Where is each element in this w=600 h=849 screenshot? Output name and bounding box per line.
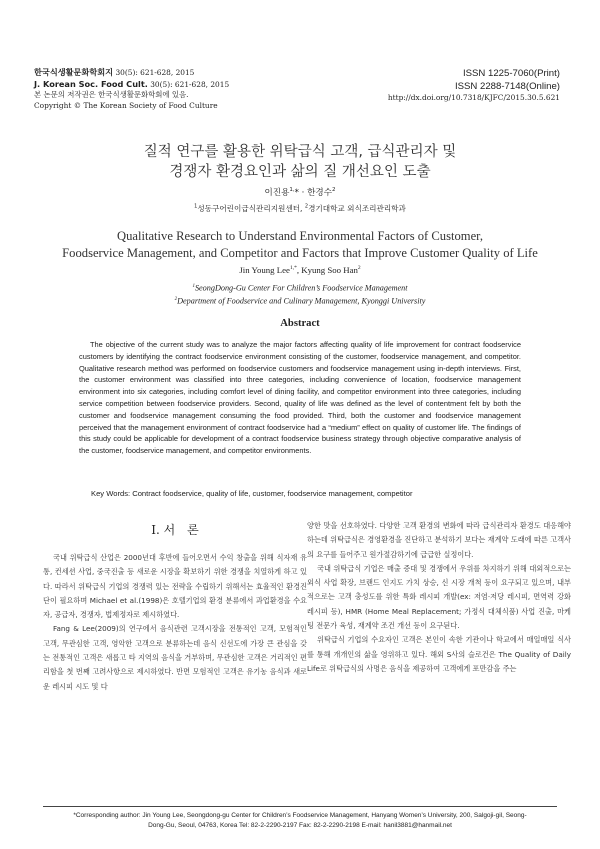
affiliations-ko bbox=[0, 203, 600, 214]
affil-ko-sup1: 1 bbox=[194, 203, 198, 210]
paragraph: 위탁급식 기업의 수요자인 고객은 본인이 속한 기관이나 학교에서 매일매일 식사를 통해 개개인의 삶을 영위하고 있다. 해외 S사의 슬로건은 The Quality of Daily Life로 위탁급식의 사명은 음식을 제공하여 고객에게 포만감을 주는 bbox=[307, 635, 571, 673]
title-en bbox=[0, 228, 600, 261]
affil-en-2: Department of Foodservice and Culinary Management, Kyonggi University bbox=[177, 296, 426, 306]
affiliations-en bbox=[0, 281, 600, 307]
affil-ko-sup2: 2 bbox=[304, 203, 309, 210]
journal-issue-en: 30(5): 621-628, 2015 bbox=[150, 79, 230, 89]
keywords-list: Contract foodservice, quality of life, customer, foodservice management, competitor bbox=[130, 489, 413, 498]
author-en-2: , Kyung Soo Han bbox=[296, 265, 358, 275]
copyright-en: Copyright © The Korean Society of Food Culture bbox=[34, 100, 218, 110]
affil-ko-2: 경기대학교 외식조리관리학과 bbox=[308, 204, 406, 213]
paragraph: Fang & Lee(2009)의 연구에서 음식관련 고객시장을 전통적인 고객, 모험적인 고객, 무관심한 고객, 영악한 고객으로 분류하는데 음식 신선도에 가장 큰 관심을 갖는 전통적인 고객은 새롭고 타 지역의 음식을 거부하며, 무관심한 고객은 거리적인 편리함을 첫 번째 고려사항으로 제시하였다. 반면 모험적인 고객은 유기농 음식과 새로운 레시피 시도 및 다 bbox=[43, 624, 307, 691]
title-ko-line1: 질적 연구를 활용한 위탁급식 고객, 급식관리자 및 bbox=[143, 144, 457, 160]
author-ko-2-sup: 2 bbox=[332, 187, 336, 194]
body-column-right bbox=[307, 519, 571, 676]
authors-en bbox=[0, 265, 600, 275]
paragraph: 양한 맛을 선호하였다. 다양한 고객 환경의 변화에 따라 급식관리자 환경도 대응해야 하는데 위탁급식은 경영환경을 진단하고 분석하기 보다는 재계약 도래에 따른 고객사의 요구를 들어주고 원가절감하기에 급급한 실정이다. bbox=[307, 521, 571, 559]
affil-en-sup1: 1 bbox=[192, 284, 195, 289]
footnote-line: *Corresponding author: Jin Young Lee, Seongdong-gu Center for Children’s Foodservice Management, Hanyang Women’s University, 200, Salgoji-gil, Seong- bbox=[73, 812, 527, 819]
journal-issue-ko: 30(5): 621-628, 2015 bbox=[115, 68, 195, 77]
keywords-label: Key Words: bbox=[91, 489, 131, 498]
copyright-ko: 본 논문의 저작권은 한국식생활문화학회에 있음. bbox=[34, 90, 189, 100]
affil-ko-1: 성동구어린이급식관리지원센터, bbox=[197, 204, 305, 213]
issn-print: ISSN 1225-7060(Print) bbox=[462, 68, 560, 79]
corresponding-author-footnote bbox=[43, 811, 557, 830]
title-ko-line2: 경쟁자 환경요인과 삶의 질 개선요인 도출 bbox=[169, 163, 431, 180]
author-en-1: Jin Young Lee bbox=[239, 265, 290, 275]
keywords bbox=[91, 489, 412, 498]
title-ko bbox=[0, 143, 600, 182]
authors-ko bbox=[0, 186, 600, 198]
abstract-body: The objective of the current study was to analyze the major factors affecting quality of life improvement for contract foodservice customers by identifying the contract foodservice environment consisting of the customer, foodservice management, and competitor. Qualitative research method was performed on foodservice customers and foodservice management using in-depth interviews. First, the customer environment was classified into three categories, including convenience of location, foodservice management environment into six categories, including comfort level of dining facility, and competitor environment into three categories, including service competition between foodservice providers. Second, quality of life was defined as the level of contentment felt by both the customer and foodservice management consuming the food provided. Third, both the customer and foodservice management perceived that the management environment of contract foodservice had a “medium” effect on quality of customer life. The findings of this study could be applicable for development of a contract foodservice business strategy through objective comparative analysis of the customer, foodservice management, and competitor environments. bbox=[79, 340, 521, 456]
author-en-2-sup: 2 bbox=[357, 265, 361, 272]
author-ko-2: · 한경수 bbox=[298, 188, 333, 198]
journal-name-ko: 한국식생활문화학회지 bbox=[34, 67, 114, 77]
body-column-left bbox=[43, 551, 307, 694]
footnote-line: Dong-Gu, Seoul, 04763, Korea Tel: 82-2-2290-2197 Fax: 82-2-2290-2198 E-mail: hanil3881@hanmail.net bbox=[148, 821, 452, 829]
title-en-line2: Foodservice Management, and Competitor and Factors that Improve Customer Quality of Life bbox=[62, 245, 538, 260]
author-ko-1: 이진용 bbox=[264, 188, 290, 198]
doi-link[interactable]: http://dx.doi.org/10.7318/KJFC/2015.30.5.621 bbox=[387, 93, 560, 102]
corresponding-star: * bbox=[294, 188, 299, 198]
paragraph: 국내 위탁급식 산업은 2000년대 후반에 들어오면서 수익 창출을 위해 식자재 유통, 컨세션 사업, 중국진출 등 새로운 시장을 확보하기 위한 경쟁을 치열하게 하고 있다. 따라서 위탁급식 기업의 경쟁력 있는 전략을 수립하기 위해서는 효율적인 환경진단이 필요하며 Michael et al.(1998)은 호텔기업의 환경 분류에서 과업환경을 수요자, 공급자, 경쟁자, 법제정자로 제시하였다. bbox=[43, 553, 307, 620]
footnote-divider bbox=[43, 806, 557, 807]
author-en-1-sup: 1,* bbox=[289, 265, 297, 272]
title-en-line1: Qualitative Research to Understand Environmental Factors of Customer, bbox=[116, 229, 484, 243]
section-heading: Ⅰ. 서 론 bbox=[151, 523, 199, 537]
abstract-heading: Abstract bbox=[280, 318, 320, 329]
journal-name-en: J. Korean Soc. Food Cult. bbox=[34, 78, 148, 89]
author-ko-1-sup: 1, bbox=[289, 187, 295, 194]
paragraph: 국내 위탁급식 기업은 매출 증대 및 경쟁에서 우위를 차지하기 위해 대외적으로는 외식 사업 확장, 브랜드 인지도 가치 상승, 신 시장 개척 등이 요구되고 있으며, 내부적으로는 고객 충성도를 위한 특화 레시피 개발(ex: 저염·저당 레시피, 면역력 강화 레시피 등), HMR (Home Meal Replacement; 가정식 대체식품) 사업 진출, 마케팅 전문가 육성, 재계약 조건 개선 등이 요구된다. bbox=[307, 563, 571, 631]
affil-en-sup2: 2 bbox=[174, 297, 178, 303]
issn-online: ISSN 2288-7148(Online) bbox=[454, 81, 560, 92]
journal-header-left bbox=[34, 67, 229, 111]
affil-en-1: SeongDong-Gu Center For Children’s Foodservice Management bbox=[194, 283, 408, 293]
journal-header-right bbox=[388, 67, 560, 104]
